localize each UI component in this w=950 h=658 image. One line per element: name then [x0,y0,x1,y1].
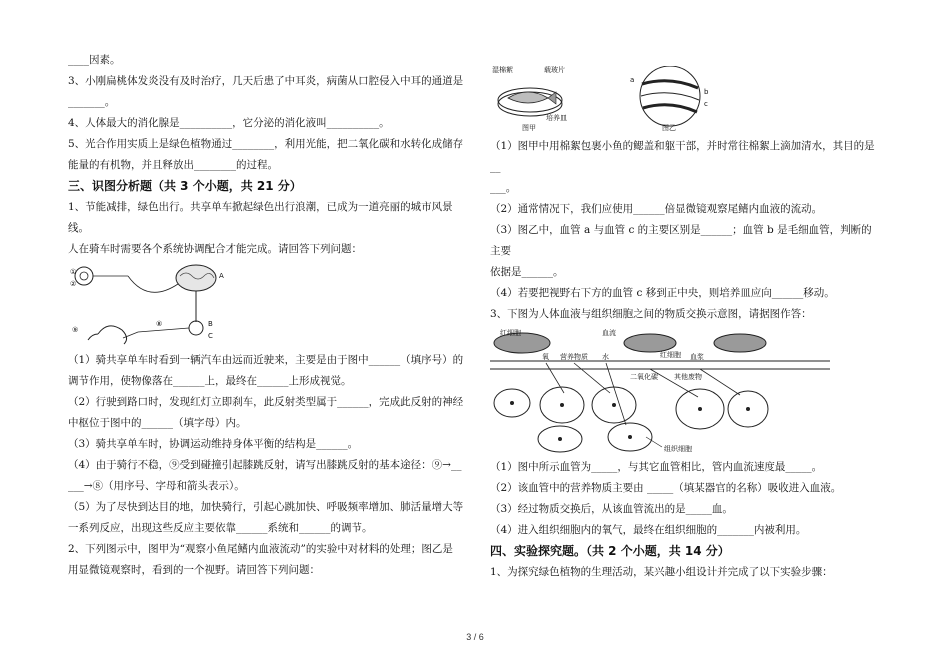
section-heading: 三、识图分析题（共 3 个小题，共 21 分） [68,179,302,193]
text-line: ___。 [490,182,517,194]
svg-text:c: c [704,100,708,108]
text-line: （1）图甲中用棉絮包裹小鱼的鳃盖和躯干部，并时常往棉絮上滴加清水，其目的是__ [490,140,875,173]
fig-label: 水 [602,353,609,361]
fig-label: 红细胞 [660,351,681,359]
svg-text:A: A [219,272,224,280]
fig-label: 二氧化碳 [630,373,658,381]
text-line: 1、节能减排，绿色出行。共享单车掀起绿色出行浪潮，已成为一道亮丽的城市风景线。 [68,201,453,234]
text-line: 一系列反应，出现这些反应主要依靠______系统和______的调节。 [68,522,373,534]
fish-microscope-figure [490,66,880,132]
fig-label: 培养皿 [546,114,567,122]
svg-text:b: b [704,88,709,96]
text-line: （1）骑共享单车时看到一辆汽车由远而近驶来，主要是由于图中______（填序号）的 [68,354,464,366]
text-line: 依据是______。 [490,266,564,278]
fig-label: 氧 [542,353,549,361]
fig-label: 湿棉絮 [492,66,513,74]
fig-caption: 图甲 [522,124,536,132]
text-line: 人在骑车时需要各个系统协调配合才能完成。请回答下列问题： [68,243,362,255]
text-line: 1、为探究绿色植物的生理活动，某兴趣小组设计并完成了以下实验步骤： [490,566,833,578]
svg-text:⑨: ⑨ [72,326,79,334]
text-line: （2）通常情况下，我们应使用______倍显微镜观察尾鳍内血液的流动。 [490,203,823,215]
text-line: _______。 [68,96,116,108]
svg-text:⑧: ⑧ [156,320,163,328]
text-line: （2）行驶到路口时，发现红灯立即刹车，此反射类型属于______，完成此反射的神经 [68,396,464,408]
text-line: 用显微镜观察时，看到的一个视野。请回答下列问题： [68,564,320,576]
text-line: 5、光合作用实质上是绿色植物通过________，利用光能，把二氧化碳和水转化成储存 [68,138,464,150]
text-line: （3）骑共享单车时，协调运动维持身体平衡的结构是______。 [68,438,359,450]
capillary-exchange-figure [490,329,880,453]
svg-text:a: a [630,76,635,84]
text-line: （2）该血管中的营养物质主要由 _____（填某器官的名称）吸收进入血液。 [490,482,842,494]
svg-text:C: C [208,332,213,340]
fig-label: 红细胞 [500,329,521,337]
nervous-system-figure [68,264,464,346]
text-line: （5）为了尽快到达目的地，加快骑行，引起心跳加快、呼吸频率增加、肺活量增大等 [68,501,464,513]
text-line: （4）若要把视野右下方的血管 c 移到正中央，则培养皿应向______移动。 [490,287,835,299]
svg-text:②: ② [70,280,77,288]
fig-label: 其他废物 [674,373,702,381]
text-line: （3）经过物质交换后，从该血管流出的是_____血。 [490,503,733,515]
text-line: 能量的有机物，并且释放出________的过程。 [68,159,278,171]
fig-label: 营养物质 [560,353,588,361]
text-line: （3）图乙中，血管 a 与血管 c 的主要区别是______；血管 b 是毛细血管，判断的主要 [490,224,872,257]
text-line: 调节作用，使物像落在______上，最终在______上形成视觉。 [68,375,352,387]
text-line: ____因素。 [68,54,121,66]
fig-label: 血浆 [690,353,704,361]
text-line: 3、小刚扁桃体发炎没有及时治疗，几天后患了中耳炎，病菌从口腔侵入中耳的通道是 [68,75,464,87]
svg-text:①: ① [70,268,77,276]
text-line: 4、人体最大的消化腺是__________，它分泌的消化液叫__________。 [68,117,390,129]
svg-text:B: B [208,320,213,328]
left-column [68,50,464,581]
text-line: ___→⑧（用序号、字母和箭头表示）。 [68,480,245,492]
text-line: （4）进入组织细胞内的氧气，最终在组织细胞的_______内被利用。 [490,524,807,536]
page-number: 3 / 6 [466,632,484,642]
section-heading: 四、实验探究题。（共 2 个小题，共 14 分） [490,544,730,558]
text-line: 2、下列图示中，图甲为“观察小鱼尾鳍内血液流动”的实验中对材料的处理；图乙是 [68,543,453,555]
text-line: 3、下图为人体血液与组织细胞之间的物质交换示意图，请据图作答： [490,308,812,320]
text-line: 中枢位于图中的______（填字母）内。 [68,417,247,429]
fig-label: 血流 [602,329,616,337]
right-column [490,62,880,583]
fig-caption: 图乙 [662,124,676,132]
text-line: （4）由于骑行不稳，⑨受到碰撞引起膝跳反射，请写出膝跳反射的基本途径：⑨→__ [68,459,462,471]
fig-label: 组织细胞 [664,445,692,453]
text-line: （1）图中所示血管为_____，与其它血管相比，管内血流速度最_____。 [490,461,823,473]
fig-label: 载玻片 [544,66,565,74]
